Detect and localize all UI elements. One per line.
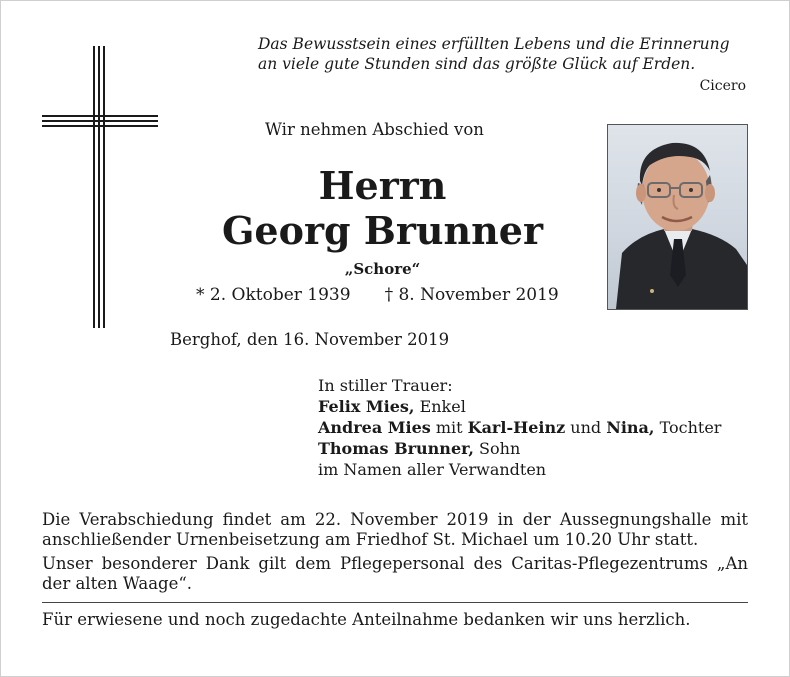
salutation: Herrn xyxy=(318,163,447,208)
mourners-heading: In stiller Trauer: xyxy=(318,376,453,395)
quote-author: Cicero xyxy=(699,78,746,94)
mourners-family: im Namen aller Verwandten xyxy=(318,460,547,479)
portrait-photo xyxy=(607,124,748,310)
funeral-paragraph: Die Verabschiedung findet am 22. November 2019 in der Aussegnungshalle mit anschließender Urnenbeisetzung am Friedhof St. Michael um 10.20 Uhr statt. xyxy=(42,510,748,549)
quote-line-2: an viele gute Stunden sind das größte Glück auf Erden. xyxy=(258,55,696,73)
divider xyxy=(42,602,748,603)
nickname: „Schore“ xyxy=(344,260,421,278)
mourner-row: Felix Mies, Enkel xyxy=(318,397,466,416)
life-dates xyxy=(196,285,559,305)
cross-icon xyxy=(42,46,158,328)
mourner-row: Andrea Mies mit Karl-Heinz und Nina, Tochter xyxy=(318,418,722,437)
place-date: Berghof, den 16. November 2019 xyxy=(170,330,450,349)
death-date: † 8. November 2019 xyxy=(384,285,559,305)
gratitude-paragraph: Unser besonderer Dank gilt dem Pflegepersonal des Caritas-Pflegezentrums „An der alten Waage“. xyxy=(42,554,748,593)
mourners-block xyxy=(318,375,721,480)
quote-line-1: Das Bewusstsein eines erfüllten Lebens und die Erinnerung xyxy=(258,35,730,53)
birth-date: * 2. Oktober 1939 xyxy=(196,285,351,305)
deceased-name: Georg Brunner xyxy=(221,208,543,253)
quote xyxy=(258,34,748,74)
mourner-row: Thomas Brunner, Sohn xyxy=(318,439,521,458)
intro-text: Wir nehmen Abschied von xyxy=(265,120,484,139)
thanks-text: Für erwiesene und noch zugedachte Anteilnahme bedanken wir uns herzlich. xyxy=(42,610,691,629)
